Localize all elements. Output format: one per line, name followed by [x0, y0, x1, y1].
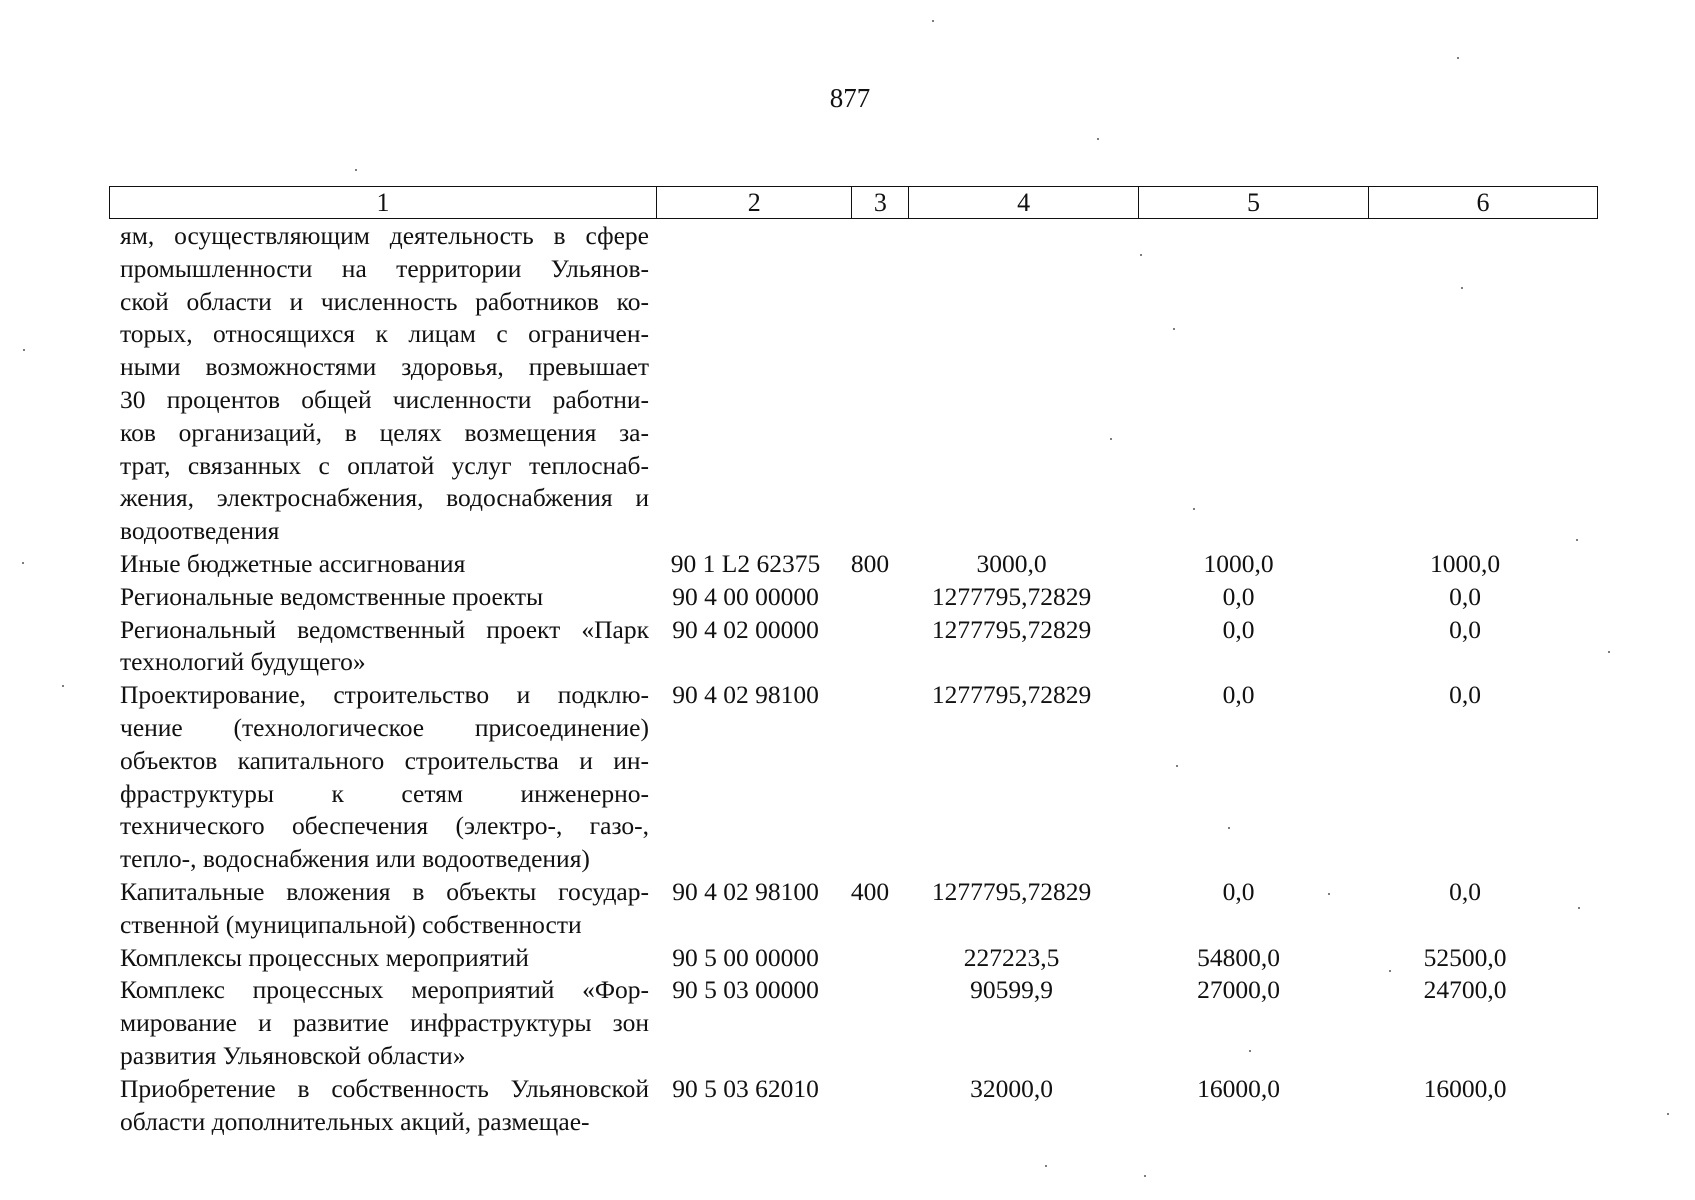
scan-speck — [355, 169, 357, 171]
row-name-cell — [109, 548, 649, 581]
scan-speck — [1176, 765, 1178, 767]
amount-col4-cell: 1277795,72829 — [931, 876, 1092, 906]
row-name-cell — [109, 220, 649, 548]
scan-speck — [1576, 539, 1578, 541]
table-row — [109, 942, 1598, 975]
table-row — [109, 581, 1598, 614]
table-row — [109, 876, 1598, 942]
scan-speck — [1249, 1050, 1251, 1052]
target-article-cell: 90 5 03 62010 — [672, 1073, 819, 1103]
amount-col5-cell: 0,0 — [1222, 614, 1255, 644]
expense-type-cell — [842, 1073, 898, 1139]
amount-col6-cell: 52500,0 — [1423, 942, 1507, 972]
row-name-line: ков организаций, в целях возмещения за- — [120, 417, 649, 447]
row-name-line: Приобретение в собственность Ульяновской — [120, 1073, 649, 1103]
column-header-row — [109, 186, 1598, 219]
row-name-line: промышленности на территории Ульянов- — [120, 253, 649, 283]
amount-col4-cell: 1277795,72829 — [931, 581, 1092, 611]
scan-speck — [1097, 138, 1099, 140]
amount-col6-cell: 0,0 — [1449, 614, 1481, 644]
scan-speck — [1389, 970, 1391, 972]
target-article-cell: 90 4 02 98100 — [672, 876, 819, 906]
row-name-line: ям, осуществляющим деятельность в сфере — [120, 221, 649, 250]
table-body — [109, 220, 1598, 1138]
amount-col4-cell — [898, 220, 1125, 548]
amount-col4-cell: 32000,0 — [970, 1073, 1053, 1103]
table-row — [109, 220, 1598, 548]
expense-type-cell — [842, 220, 898, 548]
row-name-line: Капитальные вложения в объекты государ- — [120, 876, 649, 906]
row-name-line: Комплекс процессных мероприятий «Фор- — [120, 975, 649, 1005]
row-name-line: Региональные ведомственные проекты — [120, 581, 544, 611]
table-row — [109, 614, 1598, 680]
scan-speck — [1328, 893, 1330, 895]
scan-speck — [1173, 328, 1175, 330]
column-header-1: 1 — [110, 187, 657, 219]
amount-col5-cell: 0,0 — [1222, 581, 1255, 611]
target-article-cell: 90 4 02 00000 — [672, 614, 819, 644]
expense-type-cell — [842, 581, 898, 614]
amount-col6-cell: 1000,0 — [1429, 548, 1501, 578]
amount-col5-cell: 0,0 — [1222, 680, 1255, 710]
scan-speck — [1457, 57, 1459, 59]
row-name-line: Иные бюджетные ассигнования — [120, 548, 466, 578]
scan-speck — [1228, 827, 1230, 829]
table-row — [109, 679, 1598, 876]
column-header-5: 5 — [1139, 187, 1369, 219]
row-name-line: ными возможностями здоровья, превышает — [120, 352, 649, 382]
amount-col6-cell: 0,0 — [1449, 581, 1481, 611]
row-name-line: ской области и численность работников ко- — [120, 286, 649, 316]
scan-speck — [62, 685, 64, 687]
expense-type-cell: 800 — [850, 548, 890, 578]
target-article-cell: 90 4 00 00000 — [672, 581, 819, 611]
scan-speck — [1193, 508, 1195, 510]
row-name-line: 30 процентов общей численности работни- — [120, 384, 649, 414]
expense-type-cell — [842, 614, 898, 680]
row-name-cell — [109, 679, 649, 876]
amount-col5-cell: 54800,0 — [1197, 942, 1280, 972]
expense-type-cell — [842, 679, 898, 876]
row-name-cell — [109, 876, 649, 942]
scan-speck — [23, 349, 25, 351]
table-row — [109, 548, 1598, 581]
amount-col5-cell: 1000,0 — [1203, 548, 1274, 578]
amount-col5-cell: 27000,0 — [1197, 975, 1280, 1005]
row-name-line: торых, относящихся к лицам с ограничен- — [120, 319, 649, 349]
scan-speck — [1461, 287, 1463, 289]
amount-col6-cell: 0,0 — [1449, 876, 1481, 906]
amount-col5-cell — [1125, 220, 1352, 548]
amount-col4-cell: 1277795,72829 — [931, 614, 1092, 644]
expense-type-cell — [842, 974, 898, 1072]
scan-speck — [932, 20, 934, 22]
scan-speck — [1140, 254, 1142, 256]
scan-speck — [1144, 1175, 1146, 1177]
amount-col6-cell — [1352, 220, 1578, 548]
column-header-2: 2 — [656, 187, 851, 219]
scan-speck — [1045, 1165, 1047, 1167]
amount-col4-cell: 3000,0 — [976, 548, 1047, 578]
scan-speck — [1667, 1113, 1669, 1115]
column-header-4: 4 — [909, 187, 1139, 219]
amount-col6-cell: 24700,0 — [1423, 975, 1507, 1005]
scan-speck — [1608, 651, 1610, 653]
target-article-cell: 90 4 02 98100 — [672, 680, 819, 710]
row-name-line: водоотведения — [120, 516, 280, 546]
row-name-line: тепло-, водоснабжения или водоотведения) — [120, 844, 590, 874]
amount-col4-cell: 1277795,72829 — [931, 680, 1092, 710]
table-row — [109, 1073, 1598, 1139]
row-name-line: развития Ульяновской области» — [120, 1040, 466, 1070]
scan-speck — [1110, 438, 1112, 440]
row-name-line: Комплексы процессных мероприятий — [120, 942, 529, 972]
amount-col5-cell: 16000,0 — [1197, 1073, 1280, 1103]
row-name-cell — [109, 1073, 649, 1139]
row-name-line: области дополнительных акций, размещае- — [120, 1106, 590, 1136]
row-name-line: объектов капитального строительства и ин- — [120, 745, 649, 775]
table-row — [109, 974, 1598, 1072]
row-name-cell — [109, 974, 649, 1072]
row-name-line: Региональный ведомственный проект «Парк — [120, 614, 649, 644]
expense-type-cell: 400 — [850, 876, 890, 906]
row-name-line: ственной (муниципальной) собственности — [120, 909, 582, 939]
row-name-line: фраструктуры к сетям инженерно- — [120, 778, 649, 808]
row-name-line: технического обеспечения (электро-, газо-, — [120, 811, 649, 841]
target-article-cell — [649, 220, 842, 548]
row-name-line: Проектирование, строительство и подклю- — [120, 680, 649, 710]
amount-col5-cell: 0,0 — [1222, 876, 1255, 906]
target-article-cell: 90 5 03 00000 — [672, 975, 819, 1005]
row-name-line: жения, электроснабжения, водоснабжения и — [120, 483, 649, 513]
target-article-cell: 90 5 00 00000 — [672, 942, 819, 972]
amount-col6-cell: 0,0 — [1449, 680, 1481, 710]
row-name-line: трат, связанных с оплатой услуг теплоснаб- — [120, 450, 649, 480]
column-header-6: 6 — [1369, 187, 1598, 219]
expense-type-cell — [842, 942, 898, 975]
column-header-3: 3 — [852, 187, 909, 219]
row-name-cell — [109, 614, 649, 680]
row-name-cell — [109, 942, 649, 975]
scan-speck — [22, 562, 24, 564]
row-name-line: мирование и развитие инфраструктуры зон — [120, 1008, 649, 1038]
amount-col6-cell: 16000,0 — [1423, 1073, 1507, 1103]
scan-speck — [1578, 907, 1580, 909]
row-name-cell — [109, 581, 649, 614]
page-number: 877 — [829, 83, 871, 113]
row-name-line: чение (технологическое присоединение) — [120, 712, 649, 742]
row-name-line: технологий будущего» — [120, 647, 366, 677]
amount-col4-cell: 227223,5 — [963, 942, 1060, 972]
target-article-cell: 90 1 L2 62375 — [670, 548, 821, 578]
amount-col4-cell: 90599,9 — [970, 975, 1053, 1005]
